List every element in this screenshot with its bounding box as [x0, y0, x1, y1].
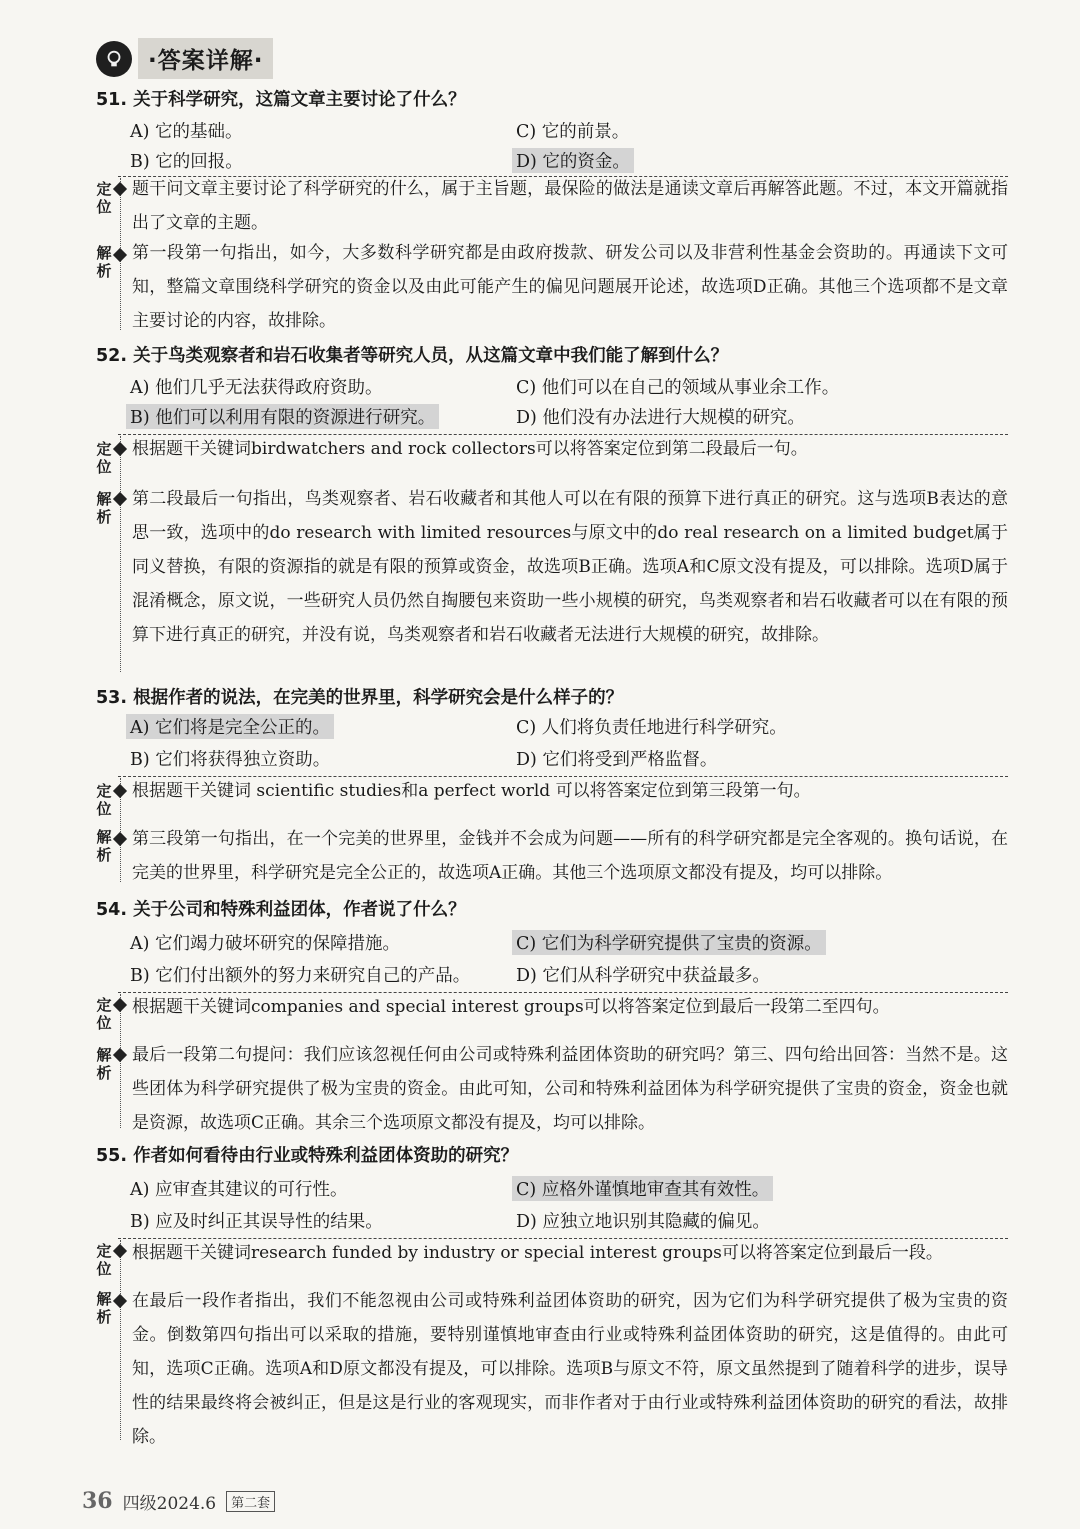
option-d: D) 他们没有办法进行大规模的研究。 [516, 408, 805, 428]
locate-label: 定位 [96, 996, 112, 1032]
option-b-correct: B) 他们可以利用有限的资源进行研究。 [126, 404, 439, 429]
analysis-label: 解析 [96, 1290, 112, 1326]
section-header [96, 38, 273, 79]
bullet-icon [113, 998, 127, 1012]
option-a-correct: A) 它们将是完全公正的。 [126, 714, 334, 739]
page-footer [82, 1488, 275, 1514]
question-stem: 51. 关于科学研究，这篇文章主要讨论了什么？ [96, 90, 466, 110]
question-stem: 52. 关于鸟类观察者和岩石收集者等研究人员，从这篇文章中我们能了解到什么？ [96, 346, 729, 366]
option-b: B) 它们付出额外的努力来研究自己的产品。 [130, 966, 471, 986]
option-c: C) 他们可以在自己的领域从事业余工作。 [516, 378, 840, 398]
analysis-text: 第三段第一句指出，在一个完美的世界里，金钱并不会成为问题——所有的科学研究都是完全客观的。换句话说，在完美的世界里，科学研究是完全公正的，故选项A正确。其他三个选项原文都没有提及，均可以排除。 [132, 829, 1008, 883]
option-d: D) 它们将受到严格监督。 [516, 750, 718, 770]
bullet-icon [113, 492, 127, 506]
margin-bar [120, 1240, 121, 1440]
option-d: D) 它们从科学研究中获益最多。 [516, 966, 770, 986]
option-c: C) 人们将负责任地进行科学研究。 [516, 718, 787, 738]
option-b: B) 它们将获得独立资助。 [130, 750, 331, 770]
locate-text: 根据题干关键词research funded by industry or special interest groups可以将答案定位到最后一段。 [132, 1243, 943, 1263]
option-d: D) 应独立地识别其隐藏的偏见。 [516, 1212, 770, 1232]
question-stem: 54. 关于公司和特殊利益团体，作者说了什么？ [96, 900, 466, 920]
magazine-issue: 四级2024.6 [122, 1493, 217, 1514]
locate-text: 根据题干关键词birdwatchers and rock collectors可以将答案定位到第二段最后一句。 [132, 439, 808, 459]
option-a: A) 它们竭力破坏研究的保障措施。 [130, 934, 401, 954]
bullet-icon [113, 832, 127, 846]
bullet-icon [113, 1048, 127, 1062]
option-a: A) 它的基础。 [130, 122, 243, 142]
margin-bar [120, 436, 121, 672]
section-title: ·答案详解· [138, 38, 273, 79]
option-a: A) 应审查其建议的可行性。 [130, 1180, 348, 1200]
analysis-text: 在最后一段作者指出，我们不能忽视由公司或特殊利益团体资助的研究，因为它们为科学研究提供了极为宝贵的资金。倒数第四句指出可以采取的措施，要特别谨慎地审查由行业或特殊利益团体资助的研究，这是值得的。由此可知，选项C正确。选项A和D原文都没有提及，可以排除。选项B与原文不符，原文虽然提到了随着科学的进步，误导性的结果最终将会被纠正，但是这是行业的客观现实，而非作者对于由行业或特殊利益团体资助的研究的看法，故排除。 [132, 1291, 1008, 1447]
option-c-correct: C) 它们为科学研究提供了宝贵的资源。 [512, 930, 826, 955]
analysis-label: 解析 [96, 490, 112, 526]
bullet-icon [113, 442, 127, 456]
page-number: 36 [82, 1488, 113, 1514]
analysis-label: 解析 [96, 1046, 112, 1082]
bullet-icon [113, 784, 127, 798]
locate-label: 定位 [96, 180, 112, 216]
analysis-text: 最后一段第二句提问：我们应该忽视任何由公司或特殊利益团体资助的研究吗？第三、四句给出回答：当然不是。这些团体为科学研究提供了极为宝贵的资金。由此可知，公司和特殊利益团体为科学研究提供了宝贵的资金，资金也就是资源，故选项C正确。其余三个选项原文都没有提及，均可以排除。 [132, 1045, 1008, 1133]
bullet-icon [113, 1294, 127, 1308]
option-c-correct: C) 应格外谨慎地审查其有效性。 [512, 1176, 773, 1201]
bullet-icon [113, 1244, 127, 1258]
locate-label: 定位 [96, 1242, 112, 1278]
bullet-icon [113, 182, 127, 196]
locate-text: 题干问文章主要讨论了科学研究的什么，属于主旨题，最保险的做法是通读文章后再解答此题。不过，本文开篇就指出了文章的主题。 [132, 179, 1008, 233]
locate-label: 定位 [96, 782, 112, 818]
locate-text: 根据题干关键词companies and special interest groups可以将答案定位到最后一段第二至四句。 [132, 997, 890, 1017]
analysis-label: 解析 [96, 244, 112, 280]
lightbulb-icon [96, 41, 132, 77]
option-b: B) 应及时纠正其误导性的结果。 [130, 1212, 383, 1232]
analysis-label: 解析 [96, 828, 112, 864]
option-d-correct: D) 它的资金。 [512, 148, 634, 173]
question-stem: 53. 根据作者的说法，在完美的世界里，科学研究会是什么样子的？ [96, 688, 624, 708]
locate-text: 根据题干关键词 scientific studies和a perfect world 可以将答案定位到第三段第一句。 [132, 781, 811, 801]
locate-label: 定位 [96, 440, 112, 476]
bullet-icon [113, 248, 127, 262]
option-a: A) 他们几乎无法获得政府资助。 [130, 378, 383, 398]
option-c: C) 它的前景。 [516, 122, 630, 142]
analysis-text: 第一段第一句指出，如今，大多数科学研究都是由政府拨款、研发公司以及非营利性基金会资助的。再通读下文可知，整篇文章围绕科学研究的资金以及由此可能产生的偏见问题展开论述，故选项D正确。其他三个选项都不是文章主要讨论的内容，故排除。 [132, 243, 1008, 331]
option-b: B) 它的回报。 [130, 152, 243, 172]
question-stem: 55. 作者如何看待由行业或特殊利益团体资助的研究？ [96, 1146, 519, 1166]
analysis-text: 第二段最后一句指出，鸟类观察者、岩石收藏者和其他人可以在有限的预算下进行真正的研究。这与选项B表达的意思一致，选项中的do research with limited resources与原文中的do real research on a limited budget属于同义替换，有限的资源指的就是有限的预算或资金，故选项B正确。选项A和C原文没有提及，可以排除。选项D属于混淆概念，原文说，一些研究人员仍然自掏腰包来资助一些小规模的研究，鸟类观察者和岩石收藏者可以在有限的预算下进行真正的研究，并没有说，鸟类观察者和岩石收藏者无法进行大规模的研究，故排除。 [132, 489, 1008, 645]
edition-badge: 第二套 [226, 1491, 275, 1512]
